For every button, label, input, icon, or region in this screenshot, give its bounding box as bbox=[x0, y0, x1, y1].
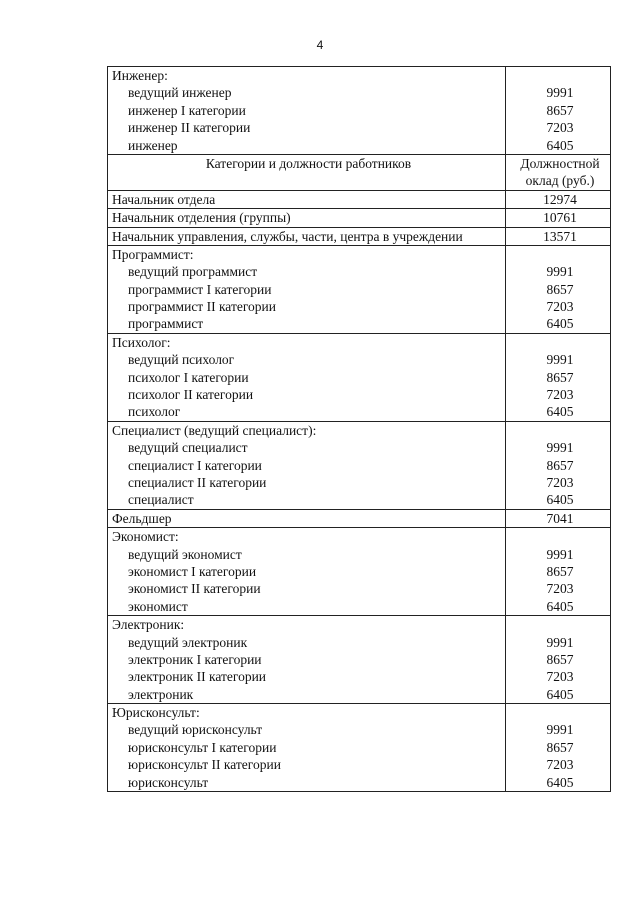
group-name-cell bbox=[108, 67, 506, 155]
group-salary-cell bbox=[506, 67, 611, 155]
position-label: ведущий экономист bbox=[128, 546, 242, 562]
salary-table bbox=[107, 66, 611, 792]
group-row-electronics bbox=[108, 616, 611, 704]
salary-value: 9991 bbox=[546, 85, 574, 101]
position-label: инженер I категории bbox=[128, 102, 246, 118]
salary-value: 7203 bbox=[546, 474, 574, 490]
salary-value: 8657 bbox=[546, 651, 574, 667]
position-label: Начальник отделения (группы) bbox=[112, 210, 291, 226]
group-title: Специалист (ведущий специалист): bbox=[112, 422, 317, 438]
position-label: специалист II категории bbox=[128, 474, 267, 490]
salary-value: 6405 bbox=[546, 774, 574, 790]
position-label: специалист I категории bbox=[128, 457, 262, 473]
table-row bbox=[108, 509, 611, 527]
salary-value: 7203 bbox=[546, 757, 574, 773]
position-label: ведущий инженер bbox=[128, 85, 232, 101]
salary-value: 9991 bbox=[546, 546, 574, 562]
position-label: экономист I категории bbox=[128, 563, 257, 579]
group-title: Психолог: bbox=[112, 334, 171, 350]
salary-value: 7203 bbox=[546, 387, 574, 403]
position-label: ведущий юрисконсульт bbox=[128, 722, 263, 738]
salary-value: 8657 bbox=[546, 369, 574, 385]
position-label: экономист II категории bbox=[128, 581, 261, 597]
position-label: электроник bbox=[128, 686, 194, 702]
salary-value: 7041 bbox=[546, 510, 574, 526]
position-label: специалист bbox=[128, 492, 194, 508]
position-label: программист II категории bbox=[128, 299, 276, 315]
group-title: Электроник: bbox=[112, 617, 185, 633]
salary-value: 9991 bbox=[546, 722, 574, 738]
position-label: ведущий программист bbox=[128, 264, 258, 280]
position-label: психолог I категории bbox=[128, 369, 249, 385]
salary-value: 6405 bbox=[546, 316, 574, 332]
position-label: юрисконсульт I категории bbox=[128, 739, 277, 755]
position-label: экономист bbox=[128, 598, 188, 614]
group-title: Программист: bbox=[112, 246, 194, 262]
position-label: программист bbox=[128, 316, 204, 332]
header-salary-cell bbox=[506, 154, 611, 190]
salary-value: 9991 bbox=[546, 440, 574, 456]
table-row bbox=[108, 190, 611, 208]
salary-value: 8657 bbox=[546, 102, 574, 118]
group-title: Юрисконсульт: bbox=[112, 705, 200, 721]
table-row bbox=[108, 227, 611, 245]
salary-value: 7203 bbox=[546, 669, 574, 685]
position-label: ведущий электроник bbox=[128, 634, 248, 650]
group-row-psychologist bbox=[108, 333, 611, 421]
position-label: юрисконсульт II категории bbox=[128, 757, 281, 773]
salary-value: 7203 bbox=[546, 581, 574, 597]
group-row-specialist bbox=[108, 421, 611, 509]
salary-value: 7203 bbox=[546, 120, 574, 136]
position-label: Начальник отдела bbox=[112, 191, 216, 207]
position-label: электроник I категории bbox=[128, 651, 262, 667]
group-title: Инженер: bbox=[112, 68, 168, 83]
position-label: ведущий специалист bbox=[128, 440, 248, 456]
position-label: программист I категории bbox=[128, 281, 272, 297]
group-title: Экономист: bbox=[112, 529, 179, 545]
salary-value: 8657 bbox=[546, 457, 574, 473]
salary-value: 10761 bbox=[543, 210, 577, 226]
salary-value: 8657 bbox=[546, 281, 574, 297]
header-salary-line2: оклад (руб.) bbox=[525, 173, 595, 189]
salary-value: 12974 bbox=[543, 191, 577, 207]
position-label: Фельдшер bbox=[112, 510, 172, 526]
header-name: Категории и должности работников bbox=[205, 155, 412, 171]
position-label: инженер II категории bbox=[128, 120, 251, 136]
group-row-economist bbox=[108, 528, 611, 616]
position-label: юрисконсульт bbox=[128, 774, 209, 790]
position-label: психолог bbox=[128, 404, 181, 420]
salary-value: 6405 bbox=[546, 686, 574, 702]
salary-value: 8657 bbox=[546, 739, 574, 755]
salary-value: 7203 bbox=[546, 299, 574, 315]
table-row bbox=[108, 209, 611, 227]
position-label: Начальник управления, службы, части, центра в учреждении bbox=[112, 228, 463, 244]
salary-value: 13571 bbox=[543, 228, 577, 244]
position-label: ведущий психолог bbox=[128, 352, 235, 368]
salary-value: 6405 bbox=[546, 404, 574, 420]
salary-value: 6405 bbox=[546, 137, 574, 153]
salary-value: 6405 bbox=[546, 492, 574, 508]
position-label: психолог II категории bbox=[128, 387, 254, 403]
header-salary-line1: Должностной bbox=[520, 155, 600, 171]
salary-value: 9991 bbox=[546, 634, 574, 650]
group-row-lawyer bbox=[108, 704, 611, 792]
salary-value: 9991 bbox=[546, 264, 574, 280]
table-header-row bbox=[108, 154, 611, 190]
group-row-programmer bbox=[108, 245, 611, 333]
salary-value: 9991 bbox=[546, 352, 574, 368]
salary-value: 8657 bbox=[546, 563, 574, 579]
salary-value: 6405 bbox=[546, 598, 574, 614]
position-label: инженер bbox=[128, 137, 178, 153]
header-name-cell bbox=[108, 154, 506, 190]
group-row-engineer bbox=[108, 67, 611, 155]
position-label: электроник II категории bbox=[128, 669, 267, 685]
page-number: 4 bbox=[316, 38, 324, 52]
